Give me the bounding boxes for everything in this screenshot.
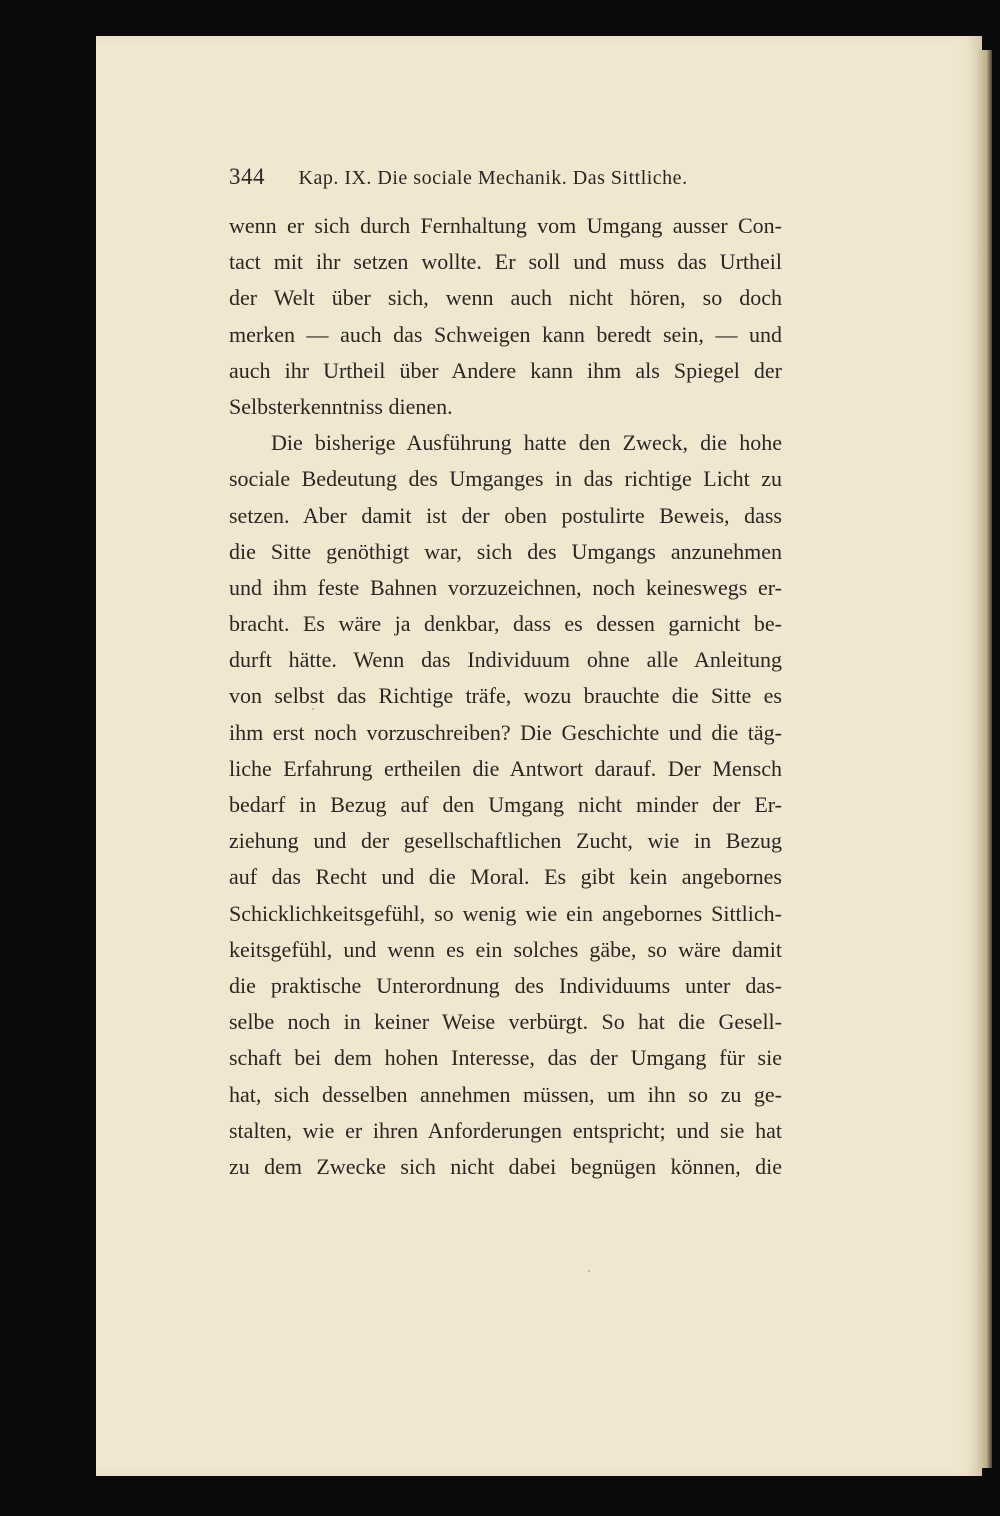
paper-speck	[588, 1270, 590, 1272]
text-line: der Welt über sich, wenn auch nicht hören, so doch	[229, 285, 782, 311]
text-line: Die bisherige Ausführung hatte den Zweck, die hohe	[271, 430, 782, 456]
page-edge	[978, 50, 992, 1468]
text-line: die Sitte genöthigt war, sich des Umgangs anzunehmen	[229, 538, 782, 564]
text-line: selbe noch in keiner Weise verbürgt. So hat die Gesell-	[229, 1009, 782, 1035]
text-line: stalten, wie er ihren Anforderungen entspricht; und sie hat	[229, 1117, 782, 1143]
running-header	[229, 164, 789, 190]
text-line: auf das Recht und die Moral. Es gibt kein angebornes	[229, 864, 782, 890]
text-line: schaft bei dem hohen Interesse, das der Umgang für sie	[229, 1045, 782, 1071]
text-line: wenn er sich durch Fernhaltung vom Umgang ausser Con-	[229, 213, 782, 238]
text-line: hat, sich desselben annehmen müssen, um ihn so zu ge-	[229, 1081, 782, 1107]
text-line: merken — auch das Schweigen kann beredt sein, — und	[229, 321, 782, 347]
text-line: setzen. Aber damit ist der oben postulirte Beweis, dass	[229, 502, 782, 528]
text-line: tact mit ihr setzen wollte. Er soll und muss das Urtheil	[229, 249, 782, 275]
text-line: liche Erfahrung ertheilen die Antwort darauf. Der Mensch	[229, 755, 782, 781]
body-text	[229, 208, 782, 1185]
paper-speck	[312, 708, 314, 710]
text-line: keitsgefühl, und wenn es ein solches gäbe, so wäre damit	[229, 936, 782, 962]
running-title: Kap. IX. Die sociale Mechanik. Das Sittliche.	[298, 167, 688, 189]
page-number: 344	[229, 164, 265, 189]
text-line: bracht. Es wäre ja denkbar, dass es dessen garnicht be-	[229, 611, 782, 637]
text-line: Schicklichkeitsgefühl, so wenig wie ein angebornes Sittlich-	[229, 900, 782, 926]
text-line: ihm erst noch vorzuschreiben? Die Geschichte und die täg-	[229, 719, 782, 745]
text-line: bedarf in Bezug auf den Umgang nicht minder der Er-	[229, 792, 782, 817]
text-line: durft hätte. Wenn das Individuum ohne alle Anleitung	[229, 647, 782, 673]
text-line: sociale Bedeutung des Umganges in das richtige Licht zu	[229, 466, 782, 492]
text-line: von selbst das Richtige träfe, wozu brauchte die Sitte es	[229, 683, 782, 709]
text-line: Selbsterkenntniss dienen.	[229, 393, 453, 419]
text-line: zu dem Zwecke sich nicht dabei begnügen können, die	[229, 1153, 782, 1179]
text-line: und ihm feste Bahnen vorzuzeichnen, noch keineswegs er-	[229, 574, 782, 600]
text-line: auch ihr Urtheil über Andere kann ihm als Spiegel der	[229, 357, 782, 383]
text-line: ziehung und der gesellschaftlichen Zucht, wie in Bezug	[229, 828, 782, 854]
text-line: die praktische Unterordnung des Individuums unter das-	[229, 972, 782, 998]
